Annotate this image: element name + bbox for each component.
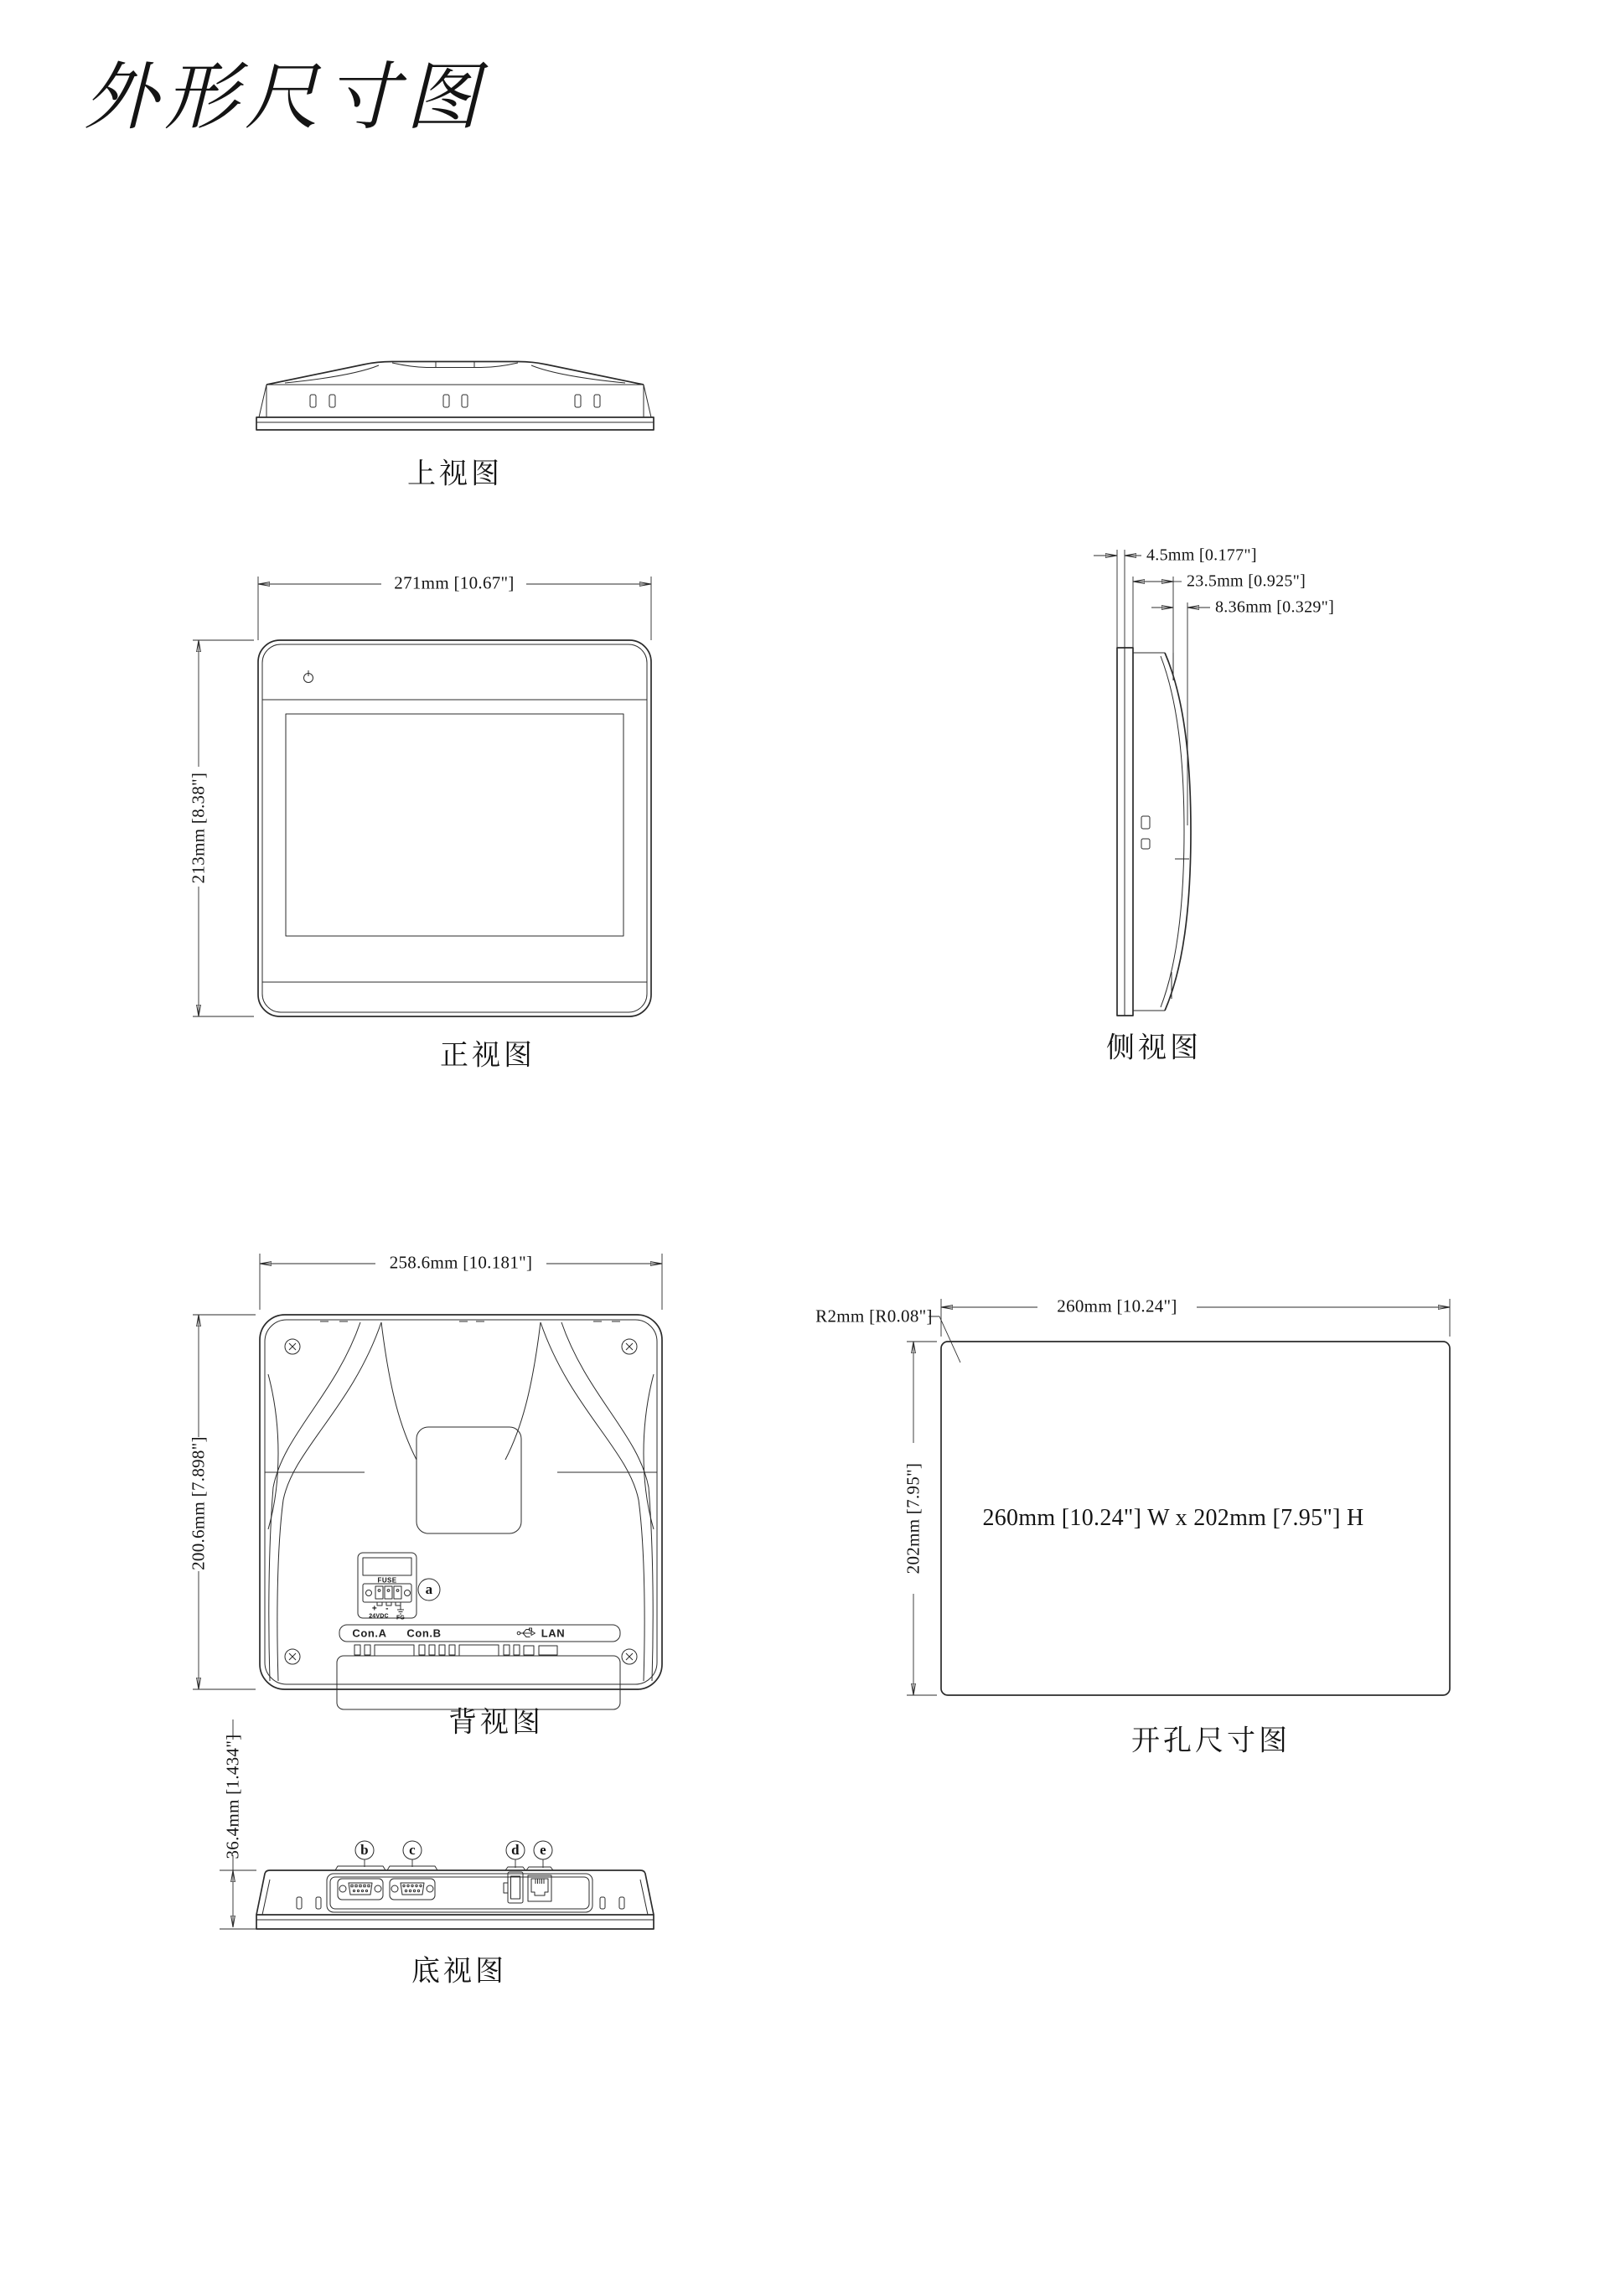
usb-icon	[517, 1628, 535, 1637]
cutout-radius-dimension: R2mm [R0.08"]	[815, 1306, 933, 1326]
bottom-view-label: 底视图	[411, 1956, 507, 1988]
back-cover-ribs	[265, 1322, 657, 1681]
side-view-label: 侧视图	[1106, 1032, 1202, 1064]
port-label-con-a: Con.A	[352, 1626, 387, 1640]
back-view-drawing	[193, 1254, 662, 1709]
rear-connector-cutouts	[354, 1645, 557, 1656]
callout-b: b	[360, 1842, 369, 1858]
cutout-center-note: 260mm [10.24"] W x 202mm [7.95"] H	[982, 1505, 1364, 1531]
callout-c: c	[409, 1842, 416, 1858]
callout-circles	[355, 1841, 552, 1868]
side-bulge-dimension: 8.36mm [0.329"]	[1215, 597, 1335, 617]
cutout-width-dimension: 260mm [10.24"]	[1057, 1295, 1177, 1316]
db9-port-c	[390, 1879, 435, 1900]
bottom-view-drawing	[220, 1719, 654, 1929]
page-title: 外形尺寸图	[84, 58, 487, 139]
callout-d: d	[511, 1842, 520, 1858]
top-view-drawing	[256, 362, 654, 431]
top-vent-slots	[310, 395, 600, 407]
front-view-drawing	[193, 577, 651, 1016]
plus-terminal-label: +	[371, 1604, 378, 1614]
minus-terminal-label: -	[385, 1604, 389, 1614]
back-height-dimension: 200.6mm [7.898"]	[188, 1436, 209, 1570]
power-icon	[304, 670, 313, 683]
radius-leader-line	[929, 1316, 960, 1363]
ground-icon	[397, 1606, 404, 1614]
cutout-view-label: 开孔尺寸图	[1131, 1725, 1291, 1757]
voltage-label: 24VDC	[369, 1613, 389, 1620]
lan-port-e	[528, 1875, 551, 1901]
front-width-dimension: 271mm [10.67"]	[394, 572, 515, 593]
side-view-drawing	[1094, 550, 1210, 1016]
back-view-label: 背视图	[448, 1707, 544, 1739]
top-view-label: 上视图	[407, 458, 503, 490]
callout-e: e	[540, 1842, 546, 1858]
front-view-label: 正视图	[440, 1040, 535, 1072]
corner-screws	[285, 1339, 637, 1664]
side-bezel-dimension: 4.5mm [0.177"]	[1146, 546, 1257, 565]
callout-a: a	[425, 1581, 433, 1597]
front-height-dimension: 213mm [8.38"]	[188, 772, 209, 884]
display-area	[286, 714, 623, 936]
db9-port-b	[338, 1879, 383, 1900]
port-label-con-b: Con.B	[406, 1626, 442, 1640]
bottom-depth-dimension: 36.4mm [1.434"]	[222, 1734, 243, 1859]
cutout-height-dimension: 202mm [7.95"]	[903, 1462, 923, 1575]
frame-ground-label: FG	[396, 1615, 406, 1621]
back-width-dimension: 258.6mm [10.181"]	[389, 1252, 533, 1273]
side-body-dimension: 23.5mm [0.925"]	[1187, 571, 1306, 591]
fuse-label: FUSE	[377, 1576, 397, 1585]
port-label-lan: LAN	[541, 1626, 566, 1640]
panel-cutout-drawing	[907, 1299, 1450, 1695]
